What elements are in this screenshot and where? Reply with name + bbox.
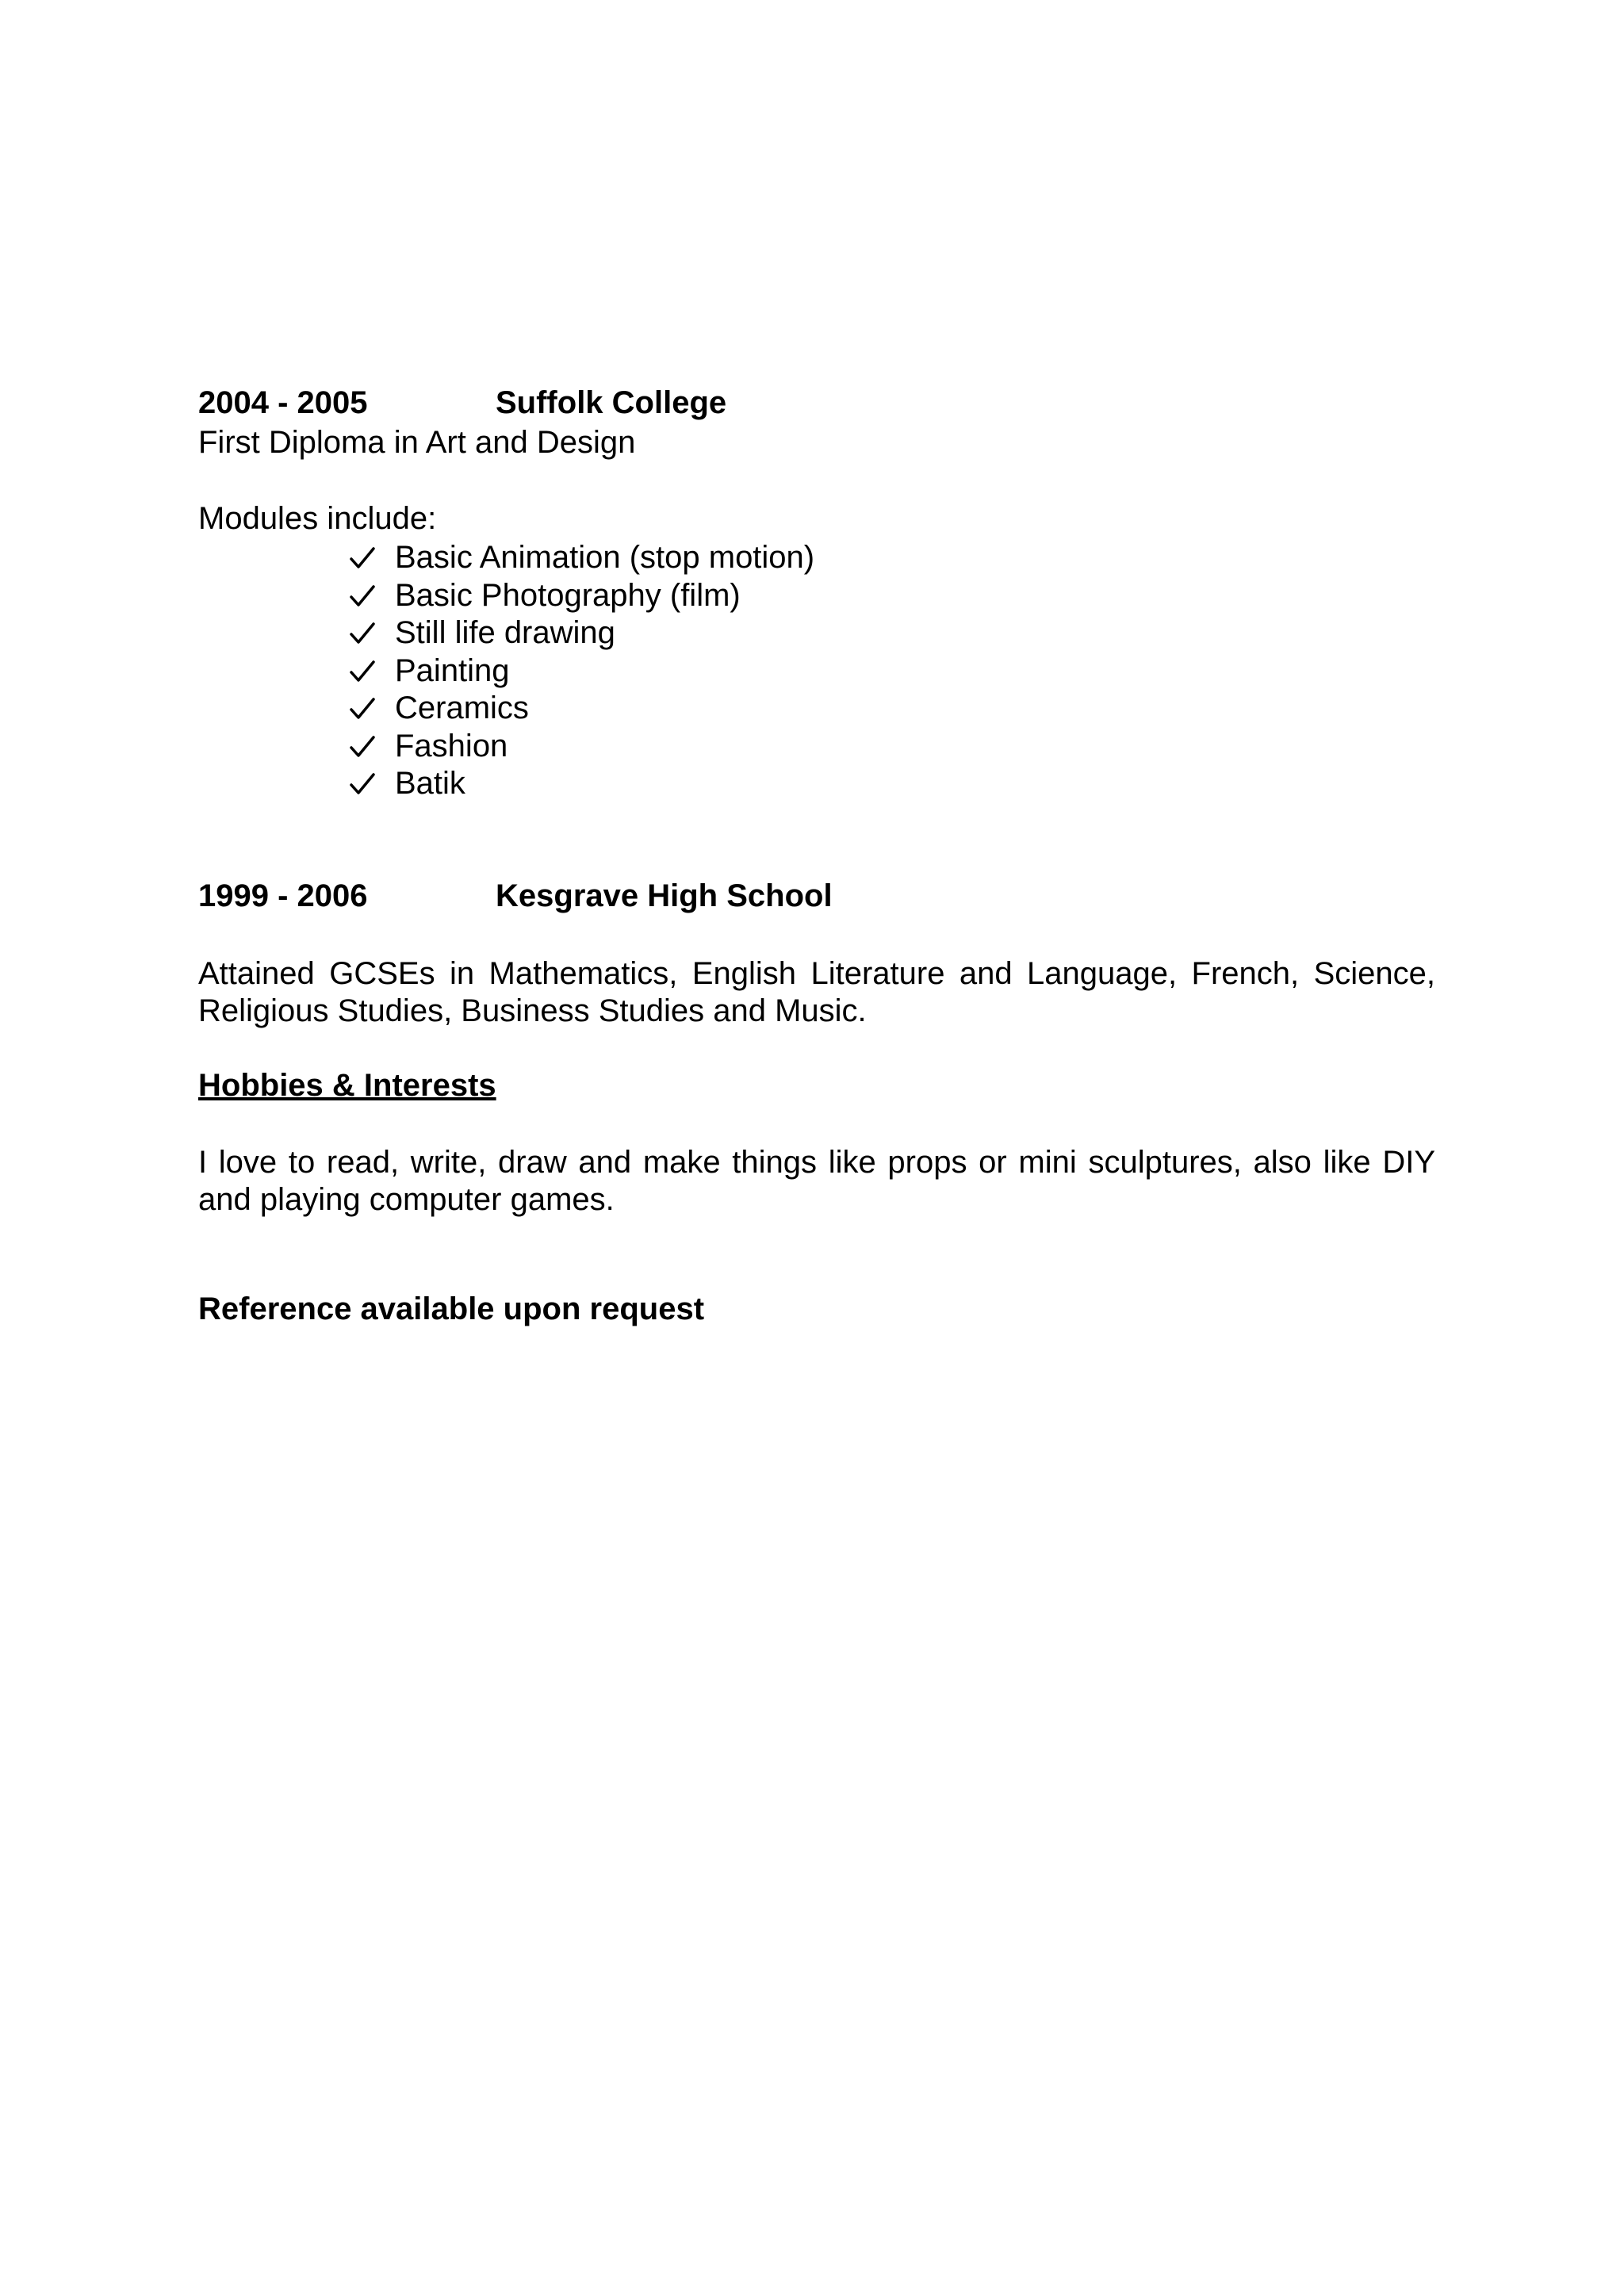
checkmark-icon xyxy=(347,576,379,614)
module-label: Basic Animation (stop motion) xyxy=(395,540,815,575)
hobbies-heading: Hobbies & Interests xyxy=(198,1068,496,1103)
modules-intro: Modules include: xyxy=(198,501,437,536)
checkmark-icon xyxy=(347,727,379,765)
module-label: Fashion xyxy=(395,728,508,763)
module-label: Batik xyxy=(395,766,465,801)
module-label: Ceramics xyxy=(395,691,529,725)
checkmark-icon xyxy=(347,689,379,727)
module-label: Basic Photography (film) xyxy=(395,577,741,613)
education-years: 1999 - 2006 xyxy=(198,878,368,913)
education-institution: Suffolk College xyxy=(496,385,727,420)
education-qualification: First Diploma in Art and Design xyxy=(198,425,636,460)
education-years: 2004 - 2005 xyxy=(198,385,368,420)
checkmark-icon xyxy=(347,764,379,802)
checkmark-icon xyxy=(347,652,379,690)
education-description: Attained GCSEs in Mathematics, English Literature and Language, French, Science, Religious Studies, Business Studies and Music. xyxy=(198,956,1435,1028)
reference-note: Reference available upon request xyxy=(198,1292,705,1326)
education-institution: Kesgrave High School xyxy=(496,878,833,913)
module-label: Painting xyxy=(395,652,510,688)
module-label: Still life drawing xyxy=(395,615,615,650)
checkmark-icon xyxy=(347,614,379,652)
hobbies-text: I love to read, write, draw and make things like props or mini sculptures, also like DIY and playing computer games. xyxy=(198,1145,1435,1217)
checkmark-icon xyxy=(347,538,379,576)
